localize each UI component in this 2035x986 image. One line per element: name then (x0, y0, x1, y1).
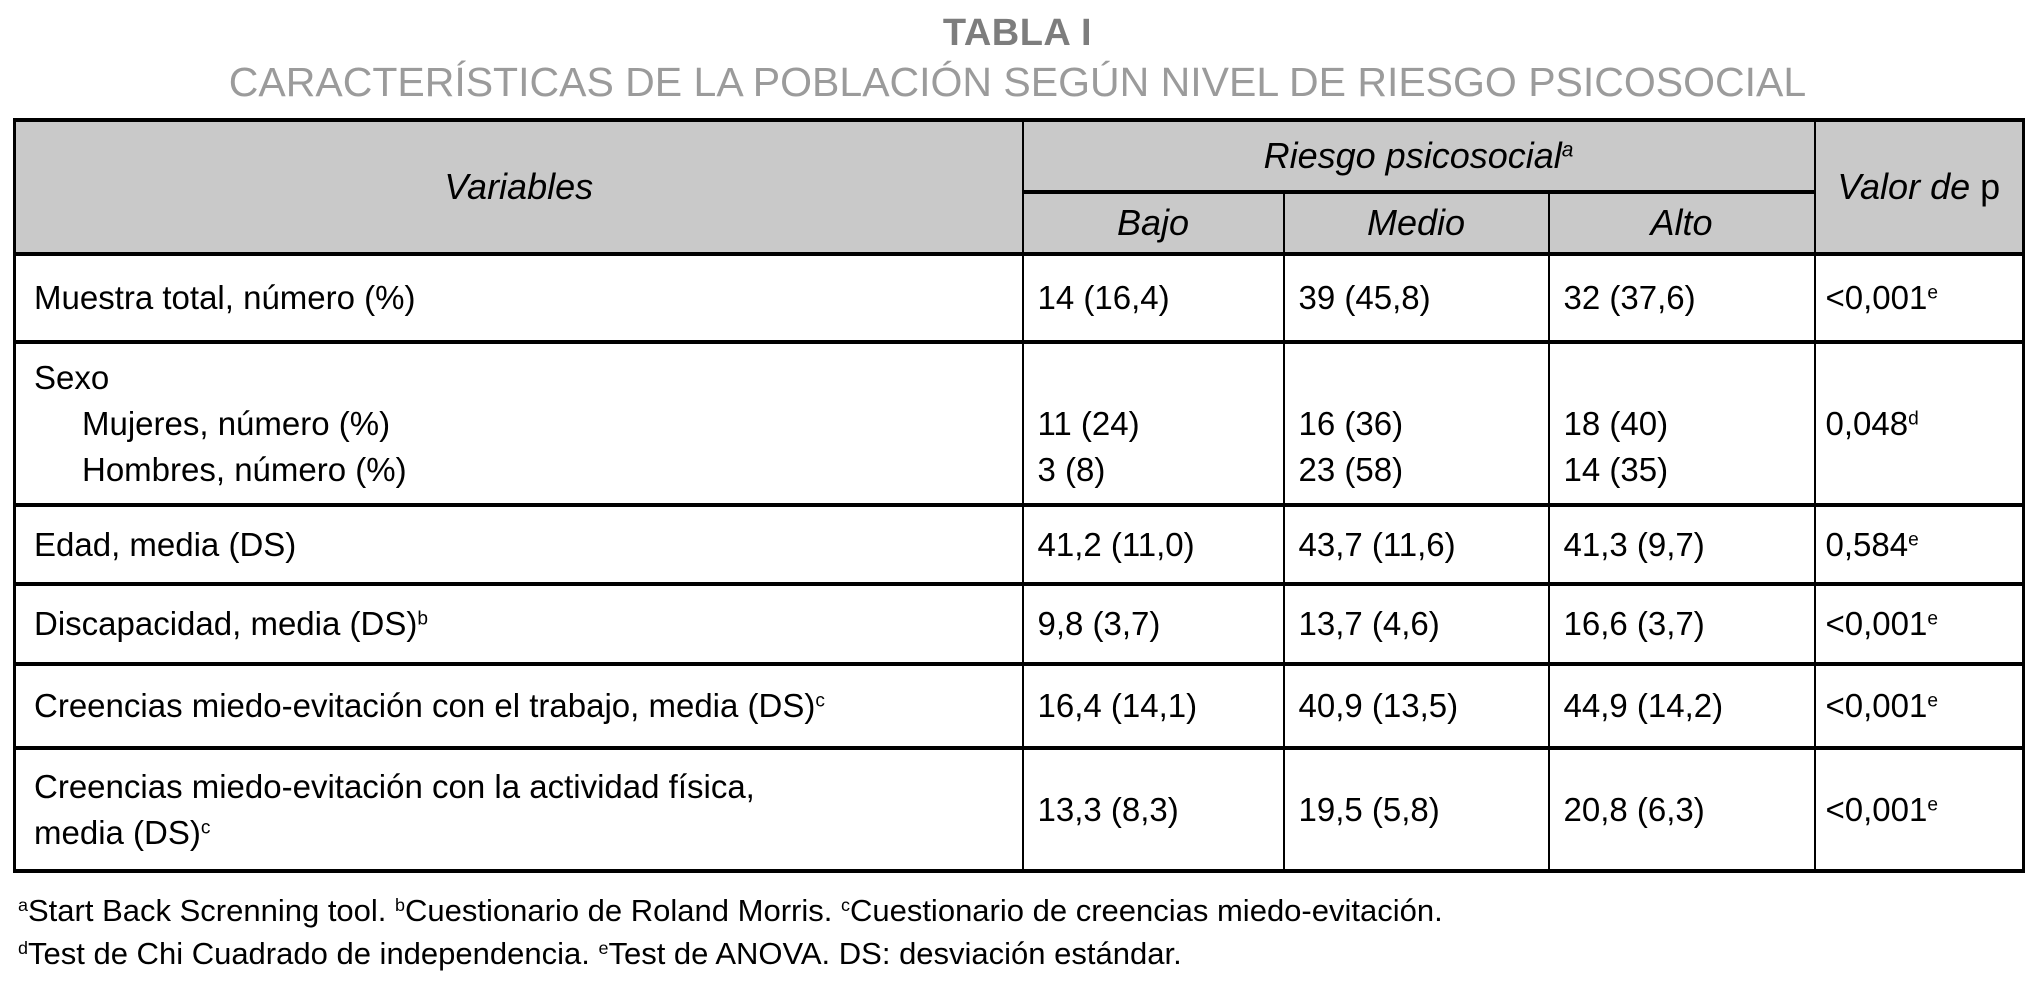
table-row (15, 664, 2024, 748)
cell-variable (15, 664, 1023, 748)
cell-line: Sexo (34, 358, 110, 396)
cell-p-value (1815, 254, 2024, 342)
column-header-riesgo-psicosocial (1023, 120, 1815, 192)
cell-alto (1549, 254, 1815, 342)
footnote-marker: d (18, 938, 28, 959)
cell-variable (15, 342, 1023, 505)
cell-bajo (1023, 584, 1284, 664)
table-header (15, 120, 2024, 254)
cell-line: Creencias miedo-evitación con el trabajo, media (DS)$^c$ (34, 687, 825, 724)
footnote-marker: c (840, 895, 850, 916)
cell-line: 44,9 (14,2) (1563, 687, 1724, 724)
table-row (15, 342, 2024, 505)
cell-line (1299, 355, 1544, 401)
cell-line: 3 (8) (1037, 450, 1106, 488)
cell-medio (1284, 254, 1549, 342)
cell-p-value (1815, 664, 2024, 748)
cell-line: Edad, media (DS) (34, 525, 297, 563)
cell-p-value (1815, 584, 2024, 664)
cell-line: 18 (40) (1563, 404, 1669, 442)
column-header-variables: Variables (15, 120, 1023, 254)
p-symbol: p (1980, 166, 2001, 207)
table-row (15, 748, 2024, 871)
footnotes (18, 889, 2035, 975)
footnote-text: Test de Chi Cuadrado de independencia. (28, 936, 599, 971)
cell-bajo (1023, 342, 1284, 505)
cell-line: media (DS)$^c$ (34, 813, 211, 851)
footnote-line (18, 889, 2035, 932)
cell-line (1038, 355, 1279, 401)
header-row-group (15, 120, 2024, 192)
cell-line: 16,6 (3,7) (1563, 605, 1705, 642)
cell-alto (1549, 664, 1815, 748)
cell-line: 41,3 (9,7) (1563, 525, 1705, 563)
cell-medio (1284, 584, 1549, 664)
p-value: <0,001$^e$ (1825, 279, 1939, 316)
p-value: <0,001$^e$ (1825, 605, 1939, 642)
cell-bajo (1023, 664, 1284, 748)
cell-line: 40,9 (13,5) (1298, 687, 1459, 724)
cell-alto (1549, 342, 1815, 505)
cell-line: 16 (36) (1298, 404, 1404, 442)
footnote-marker: e (1927, 690, 1939, 712)
footnote-marker: e (1927, 282, 1939, 304)
cell-alto (1549, 748, 1815, 871)
cell-medio (1284, 505, 1549, 584)
cell-line: Hombres, número (%) (82, 450, 407, 488)
cell-bajo (1023, 748, 1284, 871)
cell-line: 13,3 (8,3) (1037, 790, 1179, 828)
cell-line: 11 (24) (1037, 404, 1140, 442)
cell-line: 32 (37,6) (1563, 279, 1696, 316)
riesgo-group-label: Riesgo psicosocial (1263, 135, 1562, 176)
cell-variable (15, 748, 1023, 871)
footnote-marker: b (395, 895, 406, 916)
column-header-bajo: Bajo (1023, 192, 1284, 254)
characteristics-table (13, 118, 2025, 873)
column-header-alto: Alto (1549, 192, 1815, 254)
cell-variable (15, 254, 1023, 342)
cell-line: 9,8 (3,7) (1037, 605, 1161, 642)
footnote-marker: a (18, 895, 28, 916)
cell-alto (1549, 505, 1815, 584)
cell-line: Mujeres, número (%) (82, 404, 391, 442)
table-subtitle: CARACTERÍSTICAS DE LA POBLACIÓN SEGÚN NIVEL DE RIESGO PSICOSOCIAL (228, 59, 1807, 105)
cell-line: Muestra total, número (%) (34, 279, 416, 316)
cell-p-value (1815, 748, 2024, 871)
p-value: <0,001$^e$ (1825, 687, 1939, 724)
footnote-marker: b (417, 608, 428, 630)
cell-line: 19,5 (5,8) (1298, 790, 1440, 828)
cell-line: 20,8 (6,3) (1563, 790, 1705, 828)
cell-line: 13,7 (4,6) (1298, 605, 1440, 642)
cell-line: Creencias miedo-evitación con la actividad física, (34, 767, 755, 805)
cell-line (1564, 355, 1810, 401)
riesgo-group-footnote-marker: a (1561, 138, 1574, 162)
cell-variable (15, 584, 1023, 664)
cell-line: 23 (58) (1298, 450, 1404, 488)
cell-line: 14 (35) (1563, 450, 1669, 488)
cell-medio (1284, 664, 1549, 748)
cell-line: 41,2 (11,0) (1037, 525, 1195, 563)
cell-alto (1549, 584, 1815, 664)
column-header-medio: Medio (1284, 192, 1549, 254)
table-row (15, 505, 2024, 584)
valor-de-label: Valor de (1837, 166, 1981, 207)
footnote-marker: c (200, 816, 211, 838)
table-row (15, 584, 2024, 664)
table-title: TABLA I (942, 12, 1093, 54)
cell-medio (1284, 748, 1549, 871)
cell-p-value (1815, 342, 2024, 505)
p-value: <0,001$^e$ (1825, 790, 1939, 828)
table-body (15, 254, 2024, 871)
footnote-line (18, 932, 2035, 975)
footnote-text: Start Back Screnning tool. (28, 893, 396, 928)
footnote-marker: e (1927, 793, 1939, 815)
table-row (15, 254, 2024, 342)
cell-p-value (1815, 505, 2024, 584)
footnote-marker: e (1908, 528, 1919, 550)
footnote-text: Cuestionario de creencias miedo-evitación. (849, 893, 1443, 928)
cell-bajo (1023, 254, 1284, 342)
cell-medio (1284, 342, 1549, 505)
cell-line: 43,7 (11,6) (1298, 525, 1456, 563)
footnote-marker: d (1908, 407, 1919, 429)
footnote-marker: e (598, 938, 609, 959)
cell-line: 39 (45,8) (1298, 279, 1431, 316)
p-value: 0,584e (1825, 525, 1919, 563)
cell-line: 16,4 (14,1) (1037, 687, 1198, 724)
cell-bajo (1023, 505, 1284, 584)
column-header-valor-de-p (1815, 120, 2024, 254)
cell-variable (15, 505, 1023, 584)
footnote-text: Cuestionario de Roland Morris. (405, 893, 841, 928)
footnote-text: Test de ANOVA. DS: desviación estándar. (608, 936, 1182, 971)
p-value: 0,048$^d$ (1825, 404, 1919, 442)
cell-line: Discapacidad, media (DS)$^b$ (34, 605, 428, 642)
cell-line: 14 (16,4) (1037, 279, 1170, 316)
footnote-marker: c (815, 690, 825, 712)
footnote-marker: e (1927, 608, 1939, 630)
